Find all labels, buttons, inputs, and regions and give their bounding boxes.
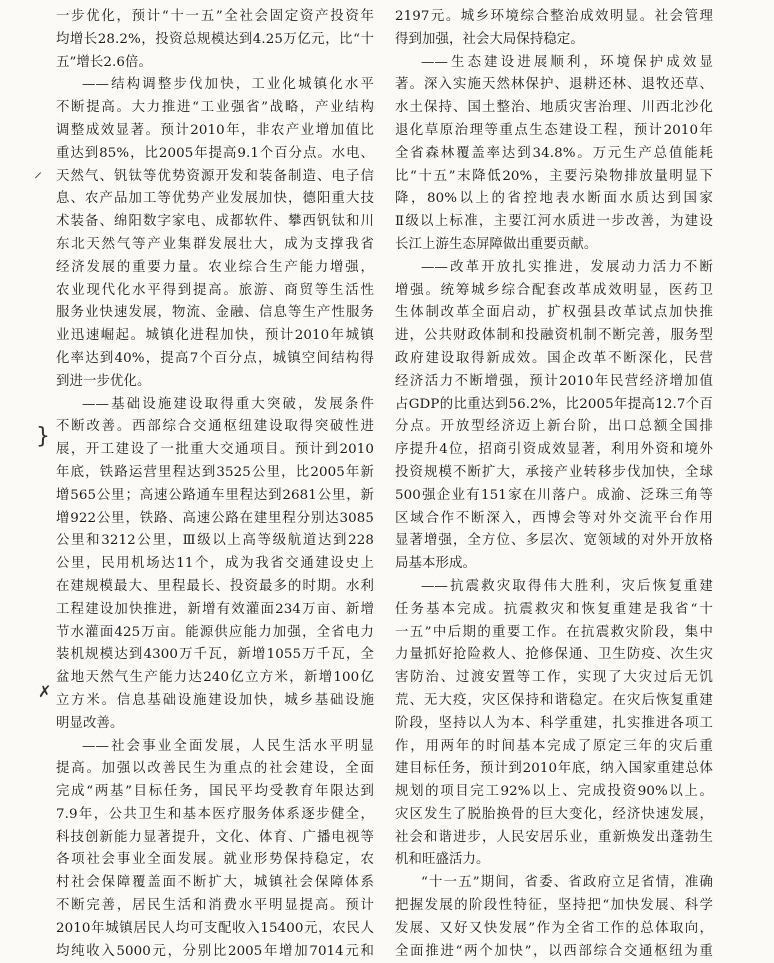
text-line: 荒、无大疫，灾区保持和谐稳定。在灾后恢复重建 (395, 692, 713, 708)
margin-pen-mark-icon: ⸝ (34, 162, 43, 181)
text-line: 局基本形成。 (395, 556, 476, 572)
text-line: 不断提高。大力推进“工业强省”战略，产业结构 (56, 100, 374, 116)
text-line: 灾区发生了脱胎换骨的巨大变化，经济快速发展， (395, 806, 713, 822)
margin-brace-mark-icon: } (36, 424, 50, 449)
text-line: 害防治、过渡安置等工作，实现了大灾过后无饥 (395, 670, 713, 686)
right-text-column (395, 6, 713, 963)
text-line: 著。深入实施天然林保护、退耕还林、退牧还草、 (395, 77, 713, 93)
text-line: 长江上游生态屏障做出重要贡献。 (395, 236, 598, 252)
text-line: 立方米。信息基础设施建设加快，城乡基础设施 (56, 692, 374, 708)
text-line: ——抗震救灾取得伟大胜利，灾后恢复重建 (421, 578, 713, 594)
text-line: 500强企业有151家在川落户。成渝、泛珠三角等 (395, 487, 713, 503)
text-line: 增565公里；高速公路通车里程达到2681公里，新 (56, 487, 374, 503)
text-line: 区域合作不断深入，西博会等对外交流平台作用 (395, 510, 713, 526)
text-line: 公里和3212公里，Ⅲ级以上高等级航道达到228 (56, 533, 374, 549)
text-line: 不断完善，居民生活和消费水平明显提高。预计 (56, 898, 374, 914)
text-line: 序提升4位，招商引资成效显著，利用外资和境外 (395, 442, 713, 458)
text-line: 年底，铁路运营里程达到3525公里，比2005年新 (56, 464, 374, 480)
text-line: 发展、又好又快发展”作为全省工作的总体取向， (395, 920, 713, 936)
text-line: ——基础设施建设取得重大突破，发展条件 (82, 396, 374, 412)
text-line: 经济活力不断增强，预计2010年民营经济增加值 (395, 373, 713, 389)
text-line: ——结构调整步伐加快，工业化城镇化水平 (82, 77, 374, 93)
text-line: ——生态建设进展顺利，环境保护成效显 (421, 54, 713, 70)
text-line: 降，80%以上的省控地表水断面水质达到国家 (395, 191, 713, 207)
text-line: 提高。加强以改善民生为重点的社会建设，全面 (56, 761, 374, 777)
text-line: 科技创新能力显著提升，文化、体育、广播电视等 (56, 829, 374, 845)
text-line: 全省森林覆盖率达到34.8%。万元生产总值能耗 (395, 145, 713, 161)
text-line: 机和旺盛活力。 (395, 852, 490, 868)
text-line: 得到加强，社会大局保持稳定。 (395, 31, 584, 47)
text-line: 退化草原治理等重点生态建设工程，预计2010年 (395, 122, 713, 138)
text-line: 调整成效显著。预计2010年，非农产业增加值比 (56, 122, 374, 138)
text-line: Ⅱ级以上标准，主要江河水质进一步改善，为建设 (395, 214, 713, 230)
text-line: 各项社会事业全面发展。就业形势保持稳定，农 (56, 852, 374, 868)
text-line: 一步优化，预计“十一五”全社会固定资产投资年 (56, 9, 374, 24)
text-line: 不断改善。西部综合交通枢纽建设取得突破性进 (56, 419, 374, 435)
text-line: 装机规模达到4300万千瓦，新增1055万千瓦，全 (56, 647, 374, 663)
text-line: 术装备、绵阳数字家电、成都软件、攀西钒钛和川 (56, 214, 374, 230)
text-line: 东北天然气等产业集群发展壮大，成为支撑我省 (56, 236, 374, 252)
text-line: 生体制改革全面启动，扩权强县改革试点加快推 (395, 305, 713, 321)
text-line: 在建规模最大、里程最长、投资最多的时期。水利 (56, 578, 374, 594)
text-line: 完成“两基”目标任务，国民平均受教育年限达到 (56, 784, 374, 800)
text-line: 增强。统筹城乡综合配套改革成效明显，医药卫 (395, 282, 713, 298)
text-line: 盆地天然气生产能力达240亿立方米，新增100亿 (56, 670, 374, 686)
text-line: 任务基本完成。抗震救灾和恢复重建是我省“十 (395, 601, 713, 617)
text-line: 息、农产品加工等优势产业发展加快，德阳重大技 (56, 191, 374, 207)
text-line: 分点。开放型经济迈上新台阶，出口总额全国排 (395, 419, 713, 435)
text-line: 水土保持、国土整治、地质灾害治理、川西北沙化 (395, 100, 713, 116)
text-line: 农业现代化水平得到提高。旅游、商贸等生活性 (56, 282, 374, 298)
text-line: 阶段，坚持以人为本、科学重建，扎实推进各项工 (395, 715, 713, 731)
text-line: ——社会事业全面发展，人民生活水平明显 (82, 738, 374, 754)
text-line: 建目标任务，预计到2010年底，纳入国家重建总体 (395, 761, 713, 777)
text-line: ——改革开放扎实推进，发展动力活力不断 (421, 259, 713, 275)
text-line: 节水灌面425万亩。能源供应能力加强，全省电力 (56, 624, 374, 640)
text-line: 全面推进“两个加快”，以西部综合交通枢纽为重 (395, 943, 713, 959)
text-line: 展，开工建设了一批重大交通项目。预计到2010 (56, 442, 374, 458)
text-line: 把握发展的阶段性特征，坚持把“加快发展、科学 (395, 898, 713, 914)
text-line: 增922公里，铁路、高速公路在建里程分别达3085 (56, 510, 374, 526)
text-line: 五”增长2.6倍。 (56, 54, 152, 70)
text-line: 服务业快速发展，物流、金融、信息等生产性服务 (56, 305, 374, 321)
margin-scribble-icon: ✗ (38, 682, 52, 701)
text-line: 规划的项目完工92%以上、完成投资90%以上。 (395, 784, 713, 800)
text-line: 业迅速崛起。城镇化进程加快，预计2010年城镇 (56, 328, 374, 344)
text-line: 均增长28.2%，投资总规模达到4.25万亿元，比“十 (56, 31, 374, 47)
text-line: 工程建设加快推进，新增有效灌面234万亩、新增 (56, 601, 374, 617)
text-line: 作，用两年的时间基本完成了原定三年的灾后重 (395, 738, 713, 754)
text-line: 显著增强，全方位、多层次、宽领域的对外开放格 (395, 533, 713, 549)
text-line: 投资规模不断扩大，承接产业转移步伐加快，全球 (395, 464, 713, 480)
text-line: 公里，民用机场达11个，成为我省交通建设史上 (56, 556, 374, 572)
text-line: “十一五”期间，省委、省政府立足省情，准确 (421, 875, 713, 891)
text-line: 经济发展的重要力量。农业综合生产能力增强， (56, 259, 374, 275)
text-line: 明显改善。 (56, 715, 124, 731)
text-line: 力量抓好抢险救人、抢修保通、卫生防疫、次生灾 (395, 647, 713, 663)
text-line: 7.9年，公共卫生和基本医疗服务体系逐步健全， (56, 806, 374, 822)
text-line: 政府建设取得新成效。国企改革不断深化，民营 (395, 350, 713, 366)
text-line: 一五”中后期的重要工作。在抗震救灾阶段，集中 (395, 624, 713, 640)
text-line: 天然气、钒钛等优势资源开发和装备制造、电子信 (56, 168, 374, 184)
text-line: 2010年城镇居民人均可支配收入15400元，农民人 (56, 920, 374, 936)
left-text-column (56, 6, 374, 963)
text-line: 化率达到40%，提高7个百分点，城镇空间结构得 (56, 350, 374, 366)
text-line: 占GDP的比重达到56.2%，比2005年提高12.7个百 (395, 396, 713, 412)
text-line: 村社会保障覆盖面不断扩大，城镇社会保障体系 (56, 875, 374, 891)
text-line: 进，公共财政体制和投融资机制不断完善，服务型 (395, 328, 713, 344)
text-line: 比“十五”末降低20%，主要污染物排放量明显下 (395, 168, 713, 184)
text-line: 重达到85%，比2005年提高9.1个百分点。水电、 (56, 145, 374, 161)
text-line: 社会和谐进步，人民安居乐业，重新焕发出蓬勃生 (395, 829, 713, 845)
text-line: 到进一步优化。 (56, 373, 151, 389)
text-line: 均纯收入5000元，分别比2005年增加7014元和 (56, 943, 374, 959)
text-line: 2197元。城乡环境综合整治成效明显。社会管理 (395, 9, 713, 24)
